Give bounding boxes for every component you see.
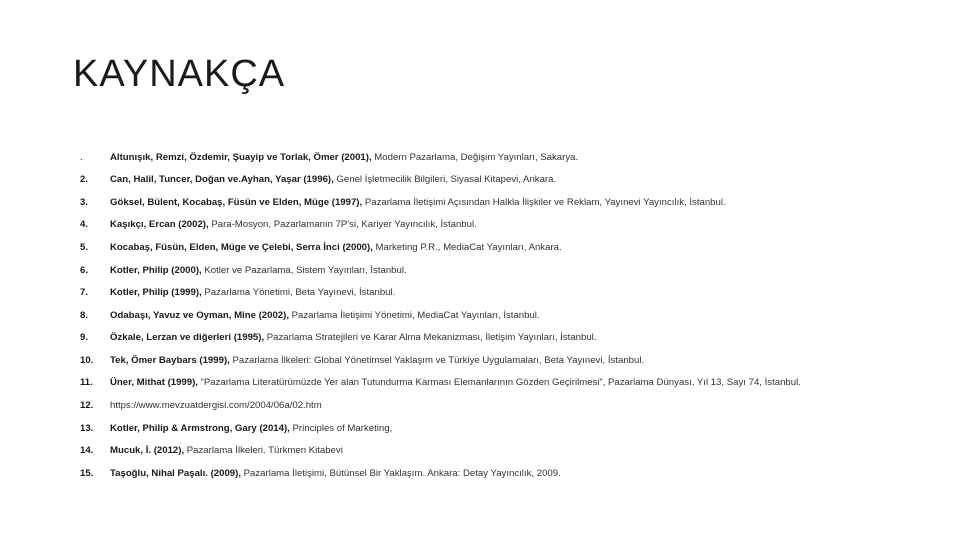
- reference-item: [80, 417, 940, 440]
- reference-authors: Mucuk, İ. (2012),: [110, 445, 185, 457]
- reference-authors: Can, Halil, Tuncer, Doğan ve.Ayhan, Yaşar (1996),: [110, 174, 334, 186]
- reference-authors: Altunışık, Remzi, Özdemir, Şuayip ve Torlak, Ömer (2001),: [110, 151, 372, 163]
- reference-item: [80, 327, 940, 350]
- reference-number: 6.: [80, 264, 89, 276]
- reference-number: 15.: [80, 467, 94, 479]
- reference-details: Genel İşletmecilik Bilgileri, Siyasal Kitapevi, Ankara.: [333, 174, 557, 186]
- reference-authors: Kotler, Philip (1999),: [110, 287, 202, 299]
- reference-details: Pazarlama İlkeleri: Global Yönetimsel Yaklaşım ve Türkiye Uygulamaları, Beta Yayınevi, İstanbul.: [229, 354, 645, 366]
- reference-authors: Taşoğlu, Nihal Paşalı. (2009),: [110, 467, 241, 479]
- reference-item: [80, 304, 940, 327]
- reference-authors: Odabaşı, Yavuz ve Oyman, Mine (2002),: [110, 309, 289, 321]
- reference-details: Pazarlama İletişimi Yönetimi, MediaCat Yayınları, İstanbul.: [288, 309, 540, 321]
- reference-number: 13.: [80, 422, 94, 434]
- reference-number: 2.: [80, 174, 89, 186]
- reference-number: 9.: [80, 332, 89, 344]
- reference-item: [80, 282, 940, 305]
- reference-item: [80, 191, 940, 214]
- reference-text: [110, 242, 562, 254]
- reference-text: [110, 332, 596, 344]
- reference-details: Pazarlama Yönetimi, Beta Yayınevi, İstanbul.: [201, 287, 396, 299]
- reference-number: 14.: [80, 445, 94, 457]
- reference-details: Kotler ve Pazarlama, Sistem Yayınları, İstanbul.: [201, 264, 407, 276]
- reference-authors: Tek, Ömer Baybars (1999),: [110, 354, 230, 366]
- reference-authors: Kotler, Philip (2000),: [110, 264, 202, 276]
- reference-text: [110, 310, 540, 322]
- reference-details: “Pazarlama Literatürümüzde Yer alan Tutundurma Karması Elemanlarının Gözden Geçirilmesi”, Pazarlama Dünyası, Yıl 13, Sayı 74, İstanbul.: [197, 377, 801, 389]
- slide-title: KAYNAKÇA: [73, 53, 286, 95]
- reference-item: [80, 462, 940, 485]
- reference-item: [80, 236, 940, 259]
- reference-details: Marketing P.R., MediaCat Yayınları, Ankara.: [372, 241, 562, 253]
- reference-authors: Göksel, Bülent, Kocabaş, Füsün ve Elden, Müge (1997),: [110, 196, 363, 208]
- reference-authors: Üner, Mithat (1999),: [110, 377, 198, 389]
- reference-text: [110, 355, 644, 367]
- reference-text: [110, 445, 343, 457]
- reference-authors: Özkale, Lerzan ve diğerleri (1995),: [110, 332, 265, 344]
- reference-item: [80, 259, 940, 282]
- reference-text: [110, 174, 556, 186]
- reference-text: [110, 468, 561, 480]
- reference-details: Modern Pazarlama, Değişim Yayınları, Sakarya.: [371, 151, 579, 163]
- reference-item: [80, 349, 940, 372]
- reference-number: 12.: [80, 400, 94, 412]
- reference-number: 11.: [80, 377, 93, 389]
- reference-details: Principles of Marketing,: [289, 422, 393, 434]
- reference-number: 7.: [80, 287, 89, 299]
- reference-list: [80, 146, 940, 485]
- reference-item: [80, 214, 940, 237]
- reference-text: [110, 265, 407, 277]
- reference-item: [80, 395, 940, 418]
- reference-item: [80, 169, 940, 192]
- reference-number: 8.: [80, 309, 89, 321]
- reference-details: Pazarlama İletişimi, Bütünsel Bir Yaklaşım. Ankara: Detay Yayıncılık, 2009.: [240, 467, 561, 479]
- reference-number: .: [80, 151, 83, 163]
- reference-number: 3.: [80, 196, 89, 208]
- reference-text: [110, 423, 392, 435]
- reference-link[interactable]: https://www.mevzuatdergisi.com/2004/06a/02.htm: [110, 400, 322, 412]
- reference-number: 4.: [80, 219, 89, 231]
- reference-item: [80, 372, 940, 395]
- reference-authors: Kaşıkçı, Ercan (2002),: [110, 219, 209, 231]
- reference-details: Para-Mosyon, Pazarlamanın 7P'si, Kariyer Yayıncılık, İstanbul.: [208, 219, 477, 231]
- reference-number: 10.: [80, 354, 94, 366]
- reference-authors: Kotler, Philip & Armstrong, Gary (2014),: [110, 422, 290, 434]
- reference-details: Pazarlama İlkeleri. Türkmen Kitabevi: [184, 445, 343, 457]
- reference-text: [110, 377, 801, 389]
- reference-item: [80, 440, 940, 463]
- reference-details: Pazarlama Stratejileri ve Karar Alma Mekanizması, İletişim Yayınları, İstanbul.: [264, 332, 597, 344]
- reference-authors: Kocabaş, Füsün, Elden, Müge ve Çelebi, Serra İnci (2000),: [110, 241, 373, 253]
- reference-text: [110, 400, 322, 412]
- reference-text: [110, 197, 726, 209]
- reference-text: [110, 152, 578, 164]
- reference-number: 5.: [80, 241, 89, 253]
- reference-text: [110, 287, 395, 299]
- reference-details: Pazarlama İletişimi Açısından Halkla İlişkiler ve Reklam, Yayınevi Yayıncılık, İstanbul.: [362, 196, 726, 208]
- reference-text: [110, 219, 477, 231]
- reference-item: [80, 146, 940, 169]
